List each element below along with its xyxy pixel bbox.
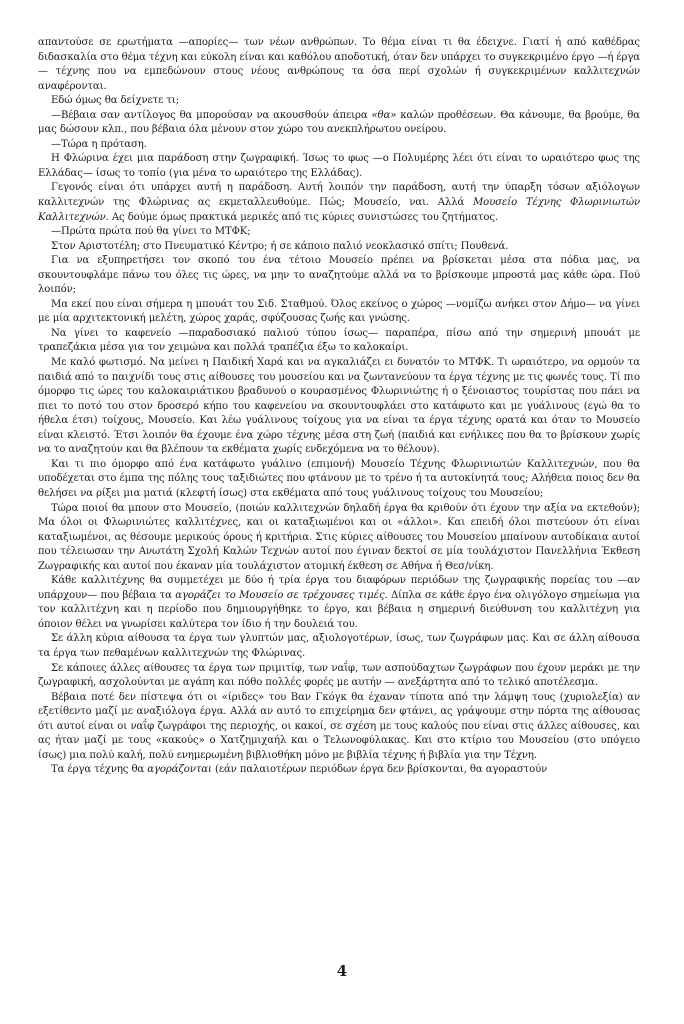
paragraph <box>38 225 640 240</box>
italic-text-run: Μουσείο Τέχνης Φλωρινιωτών Καλλιτεχνών <box>38 197 640 223</box>
text-run: . Δίπλα σε κάθε έργο ένα ολιγόλογο σημείωμα για τον καλλιτέχνη και η περίοδο που δημιουργήθηκε το έργο, και βέβαια η σημερινή διεύθυνση του καλλιτέχνη για όποιον θέλει να γνωρίσει καλύτερα τον ίδιο ή την δουλειά του. <box>38 589 640 630</box>
paragraph <box>38 254 640 298</box>
text-run: Η Φλώρινα έχει μια παράδοση στην ζωγραφική. Ίσως το φως —ο Πολυμέρης λέει ότι είναι το ωραιότερο φως της Ελλάδας— ίσως το τοπίο (για μένα το ωραιότερο της Ελλάδας). <box>38 153 640 179</box>
paragraph <box>38 94 640 109</box>
italic-text-run: αγοράζονται <box>147 764 212 776</box>
text-run: Να γίνει το καφενείο —παραδοσιακό παλιού τύπου ίσως— παραπέρα, πίσω από την σημερινή μπουάτ με τραπεζάκια μέσα για τον χειμώνα και πολλά τραπέζια έξω το καλοκαίρι. <box>38 327 640 354</box>
text-run: (εάν παλαιοτέρων περιόδων έργα δεν βρίσκονται, θα αγοραστούν <box>211 764 548 776</box>
paragraph <box>38 152 640 181</box>
text-run: καλών προθέσεων. Θα κάνουμε, θα βρούμε, θα μας δώσουν κλπ., που βέβαια όλα μένουν στον χώρο του ανεκπλήρωτου ονείρου. <box>38 109 640 136</box>
paragraph <box>38 763 640 778</box>
paragraph <box>38 240 640 255</box>
paragraph <box>38 138 640 153</box>
paragraph <box>38 327 640 356</box>
text-run: Γεγονός είναι ότι υπάρχει αυτή η παράδοση. Αυτή λοιπόν την παράδοση, αυτή την ύπαρξη τόσων αξιόλογων καλλιτεχνών της Φλώρινας ας εκμεταλλευθούμε. Πώς; Μουσείο, ναι. Αλλά <box>38 182 640 209</box>
text-run: Τώρα ποιοί θα μπουν στο Μουσείο, (ποιών καλλιτεχνών δηλαδή έργα θα κριθούν ότι έχουν την αξία να εκτεθούν); Μα όλοι οι Φλωρινιώτες καλλιτέχνες, και οι καταξιωμένοι και οι «άλλοι». Και επειδή όλοι πιστεύουν ότι είναι καταξιωμένοι, ας θέσουμε μερικούς όρους ή κριτήρια. Στις κύριες αίθουσες του Μουσείου μπαίνουν αυτοδίκαια αυτοί που τέλειωσαν την Ανωτάτη Σχολή Καλών Τεχνών αυτοί που έγιναν δεκτοί σε μία τουλάχιστον Πανελλήνια Έκθεση Ζωγραφικής και αυτοί που έκαναν μία τουλάχιστον ατομική έκθεση σε Αθήνα ή Θεσ/νίκη. <box>38 502 640 572</box>
paragraph <box>38 574 640 632</box>
text-run: . Ας δούμε όμως πρακτικά μερικές από τις κύριες συνιστώσες του ζητήματος. <box>105 211 499 223</box>
page-number: 4 <box>336 962 348 980</box>
text-run: Σε κάποιες άλλες αίθουσες τα έργα των πριμιτίφ, των ναΐφ, των ασπούδαχτων ζωγράφων που έχουν μεράκι με την ζωγραφική, ασχολούνται με αγάπη και πόθο πολλές φορές με αυτήν — ανεξάρτητα από το τελικό αποτέλεσμα. <box>38 662 640 689</box>
text-run: Με καλό φωτισμό. Να μείνει η Παιδική Χαρά και να αγκαλιάζει ει δυνατόν το ΜΤΦΚ. Τι ωραιότερο, να ορμούν τα παιδιά από το παιχνίδι τους στις αίθουσες του μουσείου και να ζωντανεύουν τα έργα τέχνης με τις φωνές τους. Τί πιο όμορφο τις ώρες του καλοκαιριάτικου βραδυνού ο κουρασμένος Φλωρινιώτης ή ο ξένοιαστος τουρίστας που πάει να πιει το ποτό του στον δροσερό κήπο του καφενείου να σκουντουφλάει στο κατάφωτο και με γυάλινους (εγώ θα το ήθελα έτσι) τοίχους, Μουσείο. Και λέω γυάλινους τοίχους για να είναι τα έργα τέχνης ορατά και όταν το Μουσείο είναι κλειστό. Έτσι λοιπόν θα έχουμε ένα χώρο τέχνης μέσα στη ζωή (παιδιά και ενήλικες που θα το βρίσκουν χωρίς να το αναζητούν και θα βλέπουν τα εκθέματα χωρίς ενδεχόμενα να το θέλουν). <box>38 357 640 456</box>
paragraph <box>38 36 640 94</box>
italic-text-run: αγοράζει το Μουσείο σε τρέχουσες τιμές <box>175 589 385 601</box>
text-run: απαντούσε σε ερωτήματα —απορίες— των νέων ανθρώπων. Το θέμα είναι τι θα έδειχνε. Γιατί ή από καθέδρας διδασκαλία στο θέμα τέχνη και εύκολη είναι και καθόλου αποδοτική, όταν δεν υπάρχει το συγκεκριμένο έργο —ή έργα— τέχνης που να εμπεδώνουν στους νέους ανθρώπους τα όσα περί σχολών ή συγκεκριμένων καλλιτεχνών αναφέρονται. <box>38 37 640 92</box>
italic-text-run: «θα» <box>371 109 397 121</box>
text-run: Μα εκεί που είναι σήμερα η μπουάτ του Σιδ. Σταθμού. Όλος εκείνος ο χώρος —νομίζω ανήκει στον Δήμο— να γίνει με μία αρχιτεκτονική μελέτη, χώρος χαράς, σφύζουσας ζωής και γνώσης. <box>38 298 640 325</box>
text-run: Τα έργα τέχνης θα <box>51 764 148 776</box>
paragraph <box>38 356 640 458</box>
paragraph <box>38 691 640 764</box>
text-run: Βέβαια ποτέ δεν πίστεψα ότι οι «ίριδες» του Βαν Γκόγκ θα έχαναν τίποτα από την λάμψη τους (χυριολεξία) αν εξετίθεντο μαζί με αναξιόλογα έργα. Αλλά αν αυτό το επιχείρημα δεν φτάνει, ας γράψουμε στην πόρτα της αίθουσας ότι αυτοί είναι οι ναΐφ ζωγράφοι της περιοχής, οι κακοί, σε σχέση με τους καλούς που είναι στις άλλες αίθουσες, και ας ήταν μαζί με τους «κακούς» ο Χατζημιχαήλ και ο Τελωνοφύλακας. Και στο κτίριο του Μουσείου (στο υπόγειο ίσως) μια πολύ καλή, πολύ ενημερωμένη βιβλιοθήκη μόνο με βιβλία τέχνης ή βιβλία για την Τέχνη. <box>38 691 640 761</box>
text-run: Και τι πιο όμορφο από ένα κατάφωτο γυάλινο (επιμονή) Μουσείο Τέχνης Φλωρινιωτών Καλλιτεχνών, που θα υποδέχεται στο έμπα της πόλης τους ταξιδιώτες που φτάνουν με το τρένο ή τα αυτοκίνητά τους; Αλήθεια ποιος δεν θα θελήσει να ρίξει μια ματιά (κλεφτή ίσως) στα εκθέματα από τους γυάλινους τοίχους του Μουσείου; <box>38 458 640 499</box>
text-run: —Βέβαια σαν αντίλογος θα μπορούσαν να ακουσθούν άπειρα <box>51 109 372 121</box>
text-run: Εδώ όμως θα δείχνετε τι; <box>51 95 180 107</box>
article-body <box>38 36 640 778</box>
text-run: Κάθε καλλιτέχνης θα συμμετέχει με δύο ή τρία έργα του διαφόρων περιόδων της ζωγραφικής πορείας του —αν υπάρχουν— που βέβαια τα <box>38 575 640 601</box>
paragraph <box>38 109 640 138</box>
paragraph <box>38 632 640 661</box>
text-run: Σε άλλη κύρια αίθουσα τα έργα των γλυπτών μας, αξιολογοτέρων, ίσως, των ζωγράφων μας. Και σε άλλη αίθουσα τα έργα των πεθαμένων καλλιτεχνών της Φλώρινας. <box>38 633 640 659</box>
paragraph <box>38 662 640 691</box>
paragraph <box>38 181 640 225</box>
paragraph <box>38 458 640 502</box>
text-run: —Πρώτα πρώτα πού θα γίνει το ΜΤΦΚ; <box>51 226 251 238</box>
text-run: Στον Αριστοτέλη; στο Πνευματικό Κέντρο; ή σε κάποιο παλιό νεοκλασικό σπίτι; Πουθενά. <box>51 240 509 252</box>
text-run: —Τώρα η πρόταση. <box>51 138 147 150</box>
paragraph <box>38 502 640 575</box>
text-run: Για να εξυπηρετήσει τον σκοπό του ένα τέτοιο Μουσείο πρέπει να βρίσκεται μέσα στα πόδια μας, να σκουντουφλάμε πάνω του όλες τις ώρες, να μην το αναζητούμε αλλά να το βρίσκουμε μπροστά μας κάθε ώρα. Πού λοιπόν; <box>38 255 640 296</box>
paragraph <box>38 298 640 327</box>
